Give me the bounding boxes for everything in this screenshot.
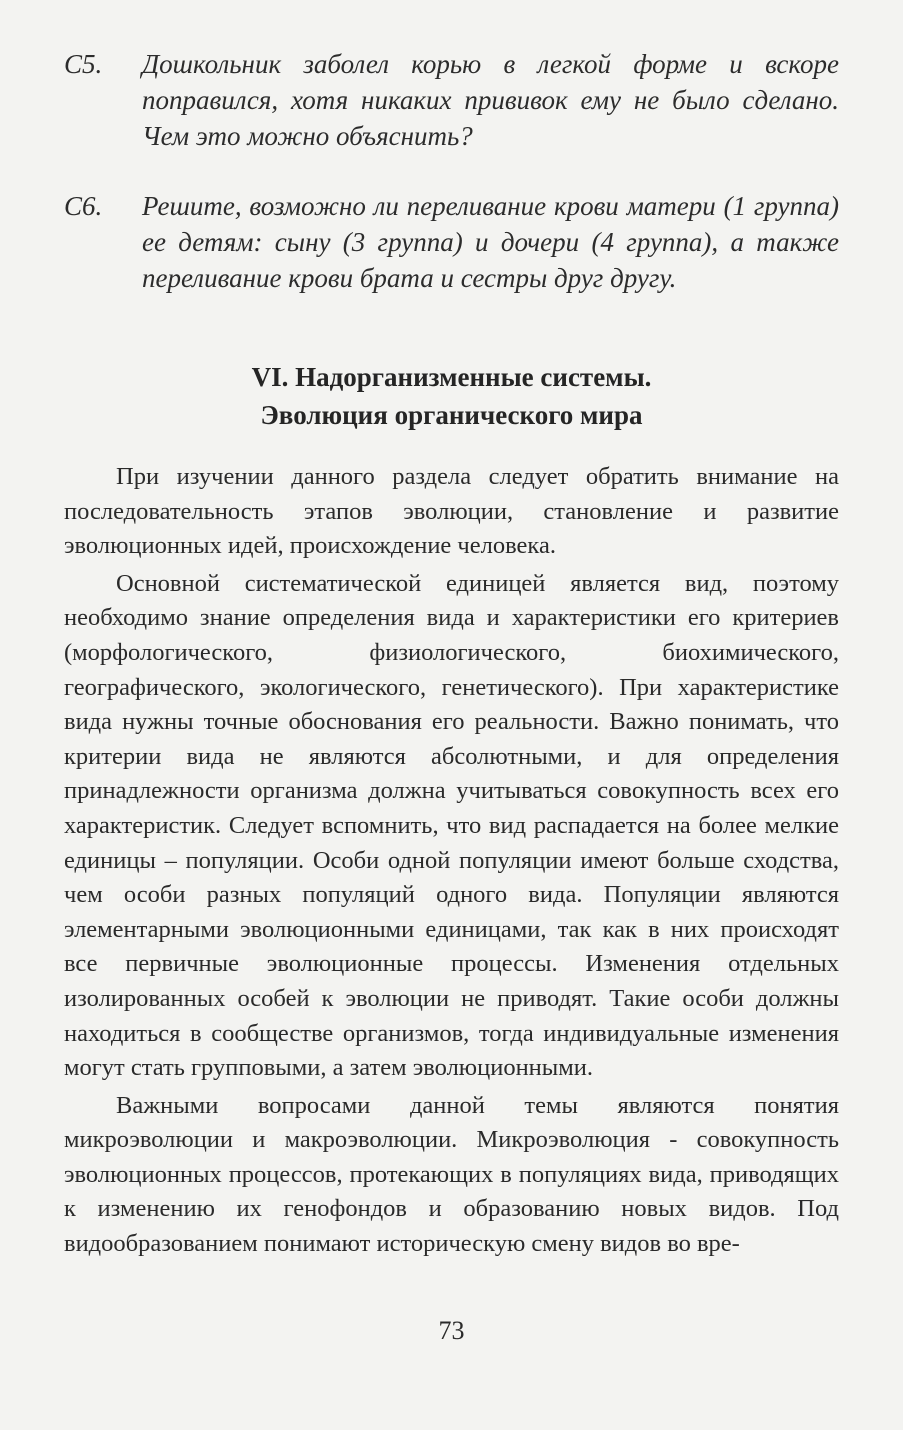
- section-title-line-1: VI. Надорганизменные системы.: [251, 362, 652, 392]
- section-body: [64, 460, 839, 1265]
- task-text: Решите, возможно ли переливание крови матери (1 группа) ее детям: сыну (3 группа) и дочери (4 группа), а также переливание крови брата и сестры друг другу.: [142, 191, 839, 293]
- task-c6: [64, 188, 839, 296]
- task-number: С5.: [64, 49, 103, 79]
- section-title-line-2: Эволюция органического мира: [260, 400, 643, 430]
- paragraph: При изучении данного раздела следует обратить внимание на последовательность этапов эволюции, становление и развитие эволюционных идей, происхождение человека.: [64, 463, 839, 560]
- page-number: 73: [438, 1316, 465, 1345]
- task-c5: [64, 46, 839, 154]
- task-number: С6.: [64, 191, 103, 221]
- paragraph: Важными вопросами данной темы являются понятия микроэволюции и макроэволюции. Микроэволюция - совокупность эволюционных процессов, протекающих в популяциях вида, приводящих к изменению их генофондов и образованию новых видов. Под видообразованием понимают историческую смену видов во вре-: [64, 1091, 839, 1258]
- paragraph: Основной систематической единицей является вид, поэтому необходимо знание определения вида и характеристики его критериев (морфологического, физиологического, биохимического, географического, экологического, генетического). При характеристике вида нужны точные обоснования его реальности. Важно понимать, что критерии вида не являются абсолютными, и для определения принадлежности организма должна учитываться совокупность всех его характеристик. Следует вспомнить, что вид распадается на более мелкие единицы – популяции. Особи одной популяции имеют больше сходства, чем особи разных популяций одного вида. Популяции являются элементарными эволюционными единицами, так как в них происходят все первичные эволюционные процессы. Изменения отдельных изолированных особей к эволюции не приводят. Такие особи должны находиться в сообществе организмов, тогда индивидуальные изменения могут стать групповыми, а затем эволюционными.: [64, 569, 839, 1082]
- task-text: Дошкольник заболел корью в легкой форме и вскоре поправился, хотя никаких прививок ему не было сделано. Чем это можно объяснить?: [142, 49, 839, 151]
- section-heading: [64, 358, 839, 434]
